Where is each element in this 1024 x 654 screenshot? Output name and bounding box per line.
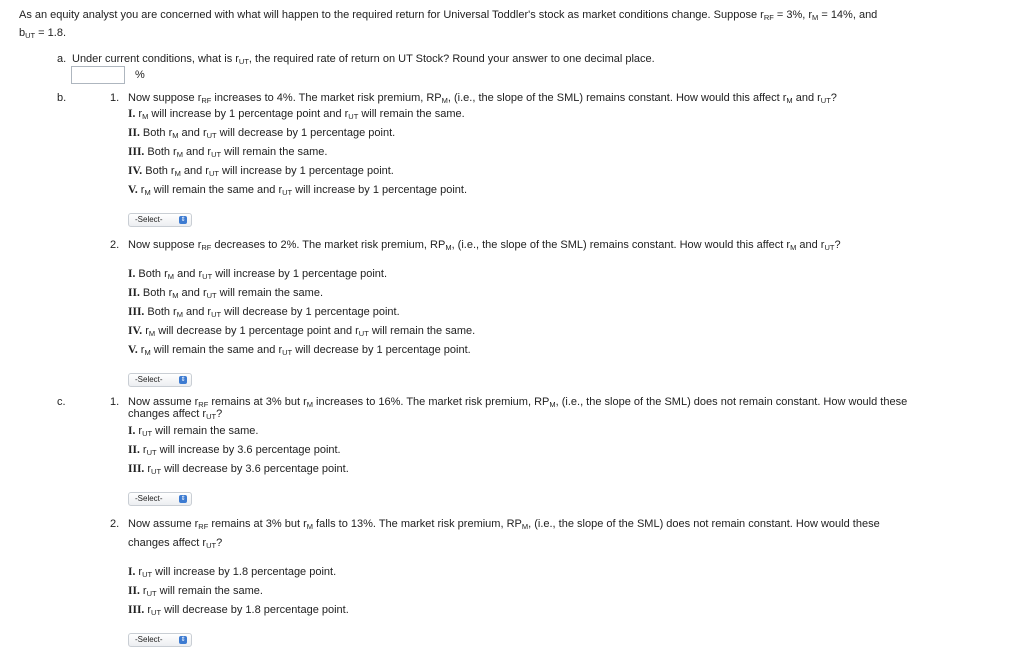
b2-number: 2. xyxy=(110,239,120,251)
part-a-label: a. xyxy=(57,53,67,65)
percent-unit: % xyxy=(135,69,145,81)
b1-option-i: I. $r_M$ will increase by 1 percentage point and $r_{UT}$ will remain the same. xyxy=(128,108,465,121)
c1-select-value: -Select- xyxy=(135,494,163,503)
c2-question: Now assume $r_{RF}$ remains at 3% but $r_M$ falls to 13%. The market risk premium, $RP_M$, (i.e., the slope of the SML) does not remain constant. How would these xyxy=(128,518,880,531)
b2-option-iv: IV. $r_M$ will decrease by 1 percentage point and $r_{UT}$ will remain the same. xyxy=(128,325,476,338)
c1-question: Now assume $r_{RF}$ remains at 3% but $r_M$ increases to 16%. The market risk premium, $RP_M$, (i.e., the slope of the SML) does not remain constant. How would these xyxy=(128,396,908,409)
c2-question-line-2: changes affect $r_{UT}$? xyxy=(128,537,223,550)
updown-arrows-icon: ⇕ xyxy=(180,217,186,223)
b1-option-iii: III. Both $r_M$ and $r_{UT}$ will remain the same. xyxy=(128,146,328,159)
c2-option-i: I. $r_{UT}$ will increase by 1.8 percentage point. xyxy=(128,566,337,579)
b1-select-value: -Select- xyxy=(135,215,163,224)
b1-number: 1. xyxy=(110,92,120,104)
b1-option-ii: II. Both $r_M$ and $r_{UT}$ will decrease by 1 percentage point. xyxy=(128,127,396,140)
c1-number: 1. xyxy=(110,396,120,408)
b2-select-value: -Select- xyxy=(135,375,163,384)
c2-number: 2. xyxy=(110,518,120,530)
b1-option-v: V. $r_M$ will remain the same and $r_{UT}$ will increase by 1 percentage point. xyxy=(128,184,468,197)
b1-select[interactable] xyxy=(128,213,192,227)
c2-select[interactable] xyxy=(128,633,192,647)
b2-select[interactable] xyxy=(128,373,192,387)
b1-question: Now suppose $r_{RF}$ increases to 4%. The market risk premium, $RP_M$, (i.e., the slope of the SML) remains constant. How would this affect $r_M$ and $r_{UT}$? xyxy=(128,92,837,105)
c2-select-value: -Select- xyxy=(135,635,163,644)
part-c-label: c. xyxy=(57,396,66,408)
b2-question: Now suppose $r_{RF}$ decreases to 2%. The market risk premium, $RP_M$, (i.e., the slope of the SML) remains constant. How would this affect $r_M$ and $r_{UT}$? xyxy=(128,239,841,252)
updown-arrows-icon: ⇕ xyxy=(180,377,186,383)
intro-line-2: $b_{UT} = 1.8$. xyxy=(19,27,67,40)
c1-question-line-2: changes affect $r_{UT}$? xyxy=(128,408,223,421)
part-b-label: b. xyxy=(57,92,67,104)
b2-option-v: V. $r_M$ will remain the same and $r_{UT}$ will decrease by 1 percentage point. xyxy=(128,344,471,357)
c1-select[interactable] xyxy=(128,492,192,506)
required-return-input[interactable] xyxy=(71,66,125,84)
c2-option-ii: II. $r_{UT}$ will remain the same. xyxy=(128,585,263,598)
part-a-question: Under current conditions, what is $r_{UT}$, the required rate of return on UT Stock? Round your answer to one decimal place. xyxy=(72,53,655,66)
b2-option-i: I. Both $r_M$ and $r_{UT}$ will increase by 1 percentage point. xyxy=(128,268,388,281)
c1-option-ii: II. $r_{UT}$ will increase by 3.6 percentage point. xyxy=(128,444,341,457)
c1-option-i: I. $r_{UT}$ will remain the same. xyxy=(128,425,259,438)
b1-option-iv: IV. Both $r_M$ and $r_{UT}$ will increase by 1 percentage point. xyxy=(128,165,394,178)
b2-option-ii: II. Both $r_M$ and $r_{UT}$ will remain the same. xyxy=(128,287,323,300)
b2-option-iii: III. Both $r_M$ and $r_{UT}$ will decrease by 1 percentage point. xyxy=(128,306,400,319)
c2-option-iii: III. $r_{UT}$ will decrease by 1.8 percentage point. xyxy=(128,604,349,617)
updown-arrows-icon: ⇕ xyxy=(180,496,186,502)
updown-arrows-icon: ⇕ xyxy=(180,637,186,643)
intro-line-1: As an equity analyst you are concerned with what will happen to the required return for Universal Toddler's stock as market conditions change. Suppose $r_{RF} = 3\%$, $r_M = 14\%$, and xyxy=(19,9,878,22)
c1-option-iii: III. $r_{UT}$ will decrease by 3.6 percentage point. xyxy=(128,463,349,476)
